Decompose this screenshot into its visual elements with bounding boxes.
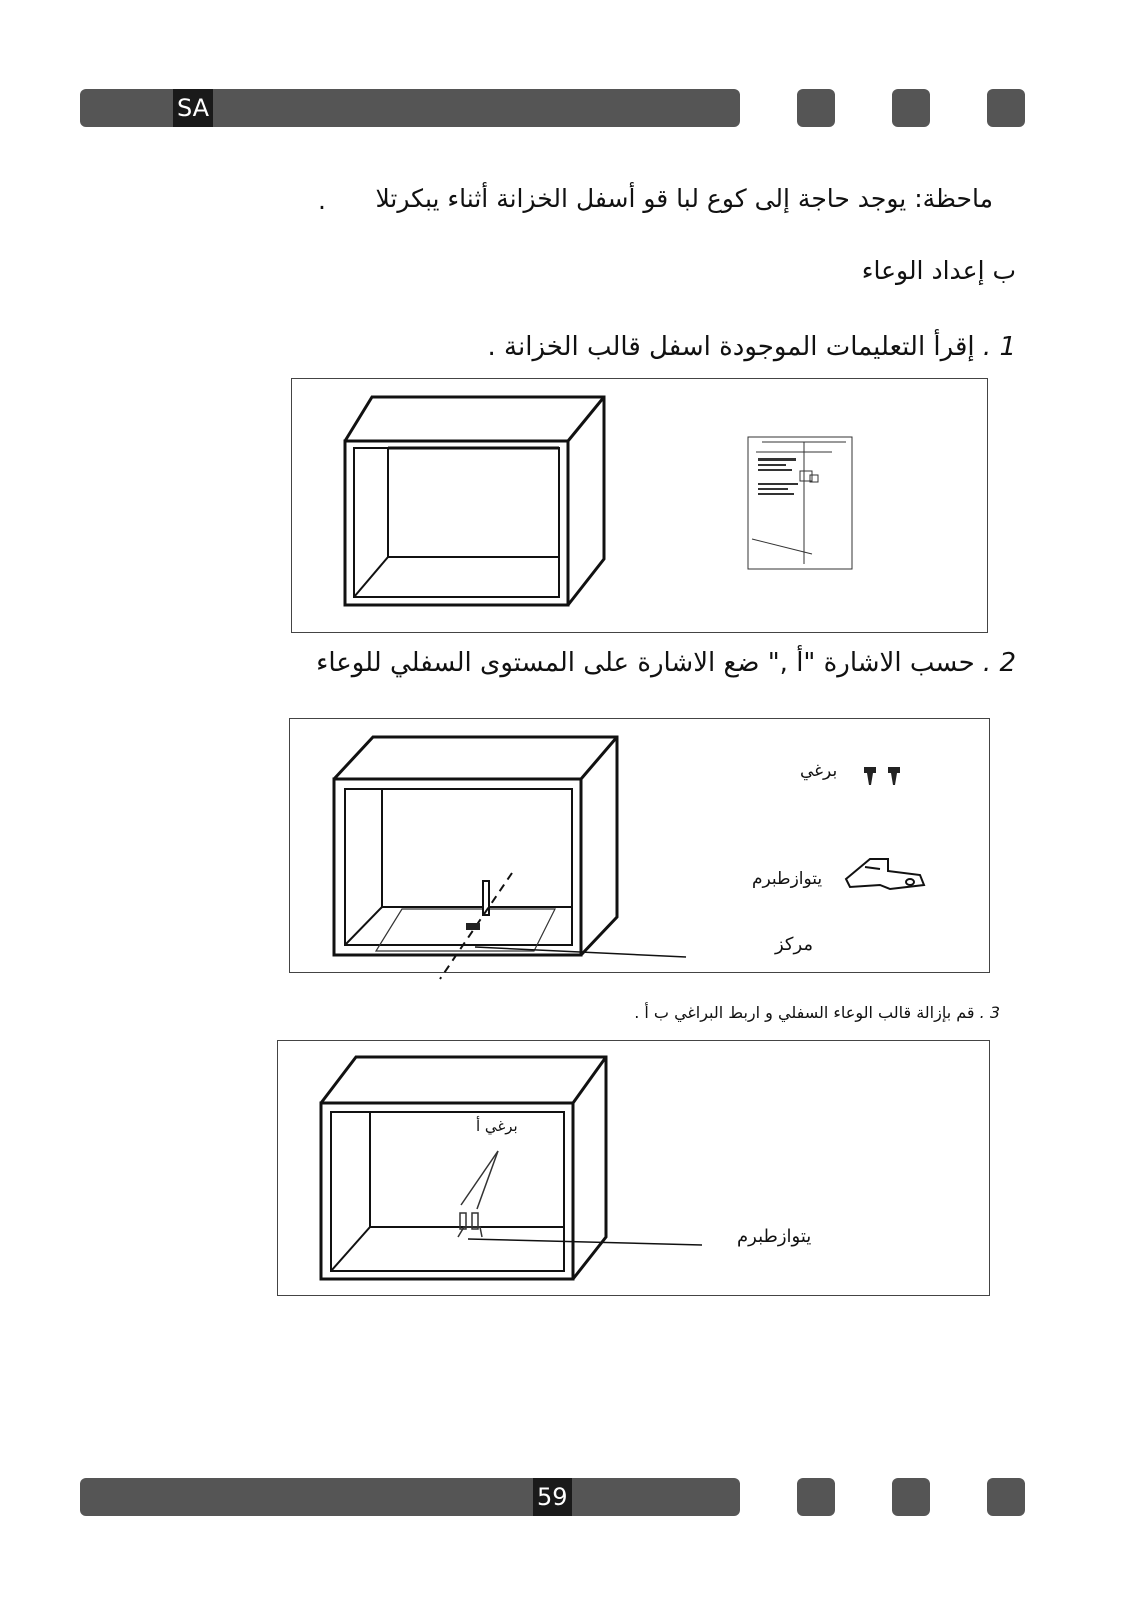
note-text: ماحظة: يوجد حاجة إلى كوع لبا قو أسفل الخزانة أثناء يبكرتلا — [375, 184, 993, 213]
center-label: مركز — [775, 934, 814, 955]
footer-square-1 — [797, 1478, 835, 1516]
note-period: . — [318, 186, 326, 215]
cabinet-screws-illustration — [278, 1041, 989, 1295]
cabinet-template-illustration — [292, 379, 987, 632]
step-3: 3 . قم بإزالة قالب الوعاء السفلي و اربط البراغي ب أ . — [634, 1003, 1000, 1022]
header-square-2 — [892, 89, 930, 127]
footer-square-2 — [892, 1478, 930, 1516]
step-2: 2 . حسب الاشارة "أ ," ضع الاشارة على المستوى السفلي للوعاء — [316, 648, 1016, 678]
step-1: 1 . إقرأ التعليمات الموجودة اسفل قالب الخزانة . — [487, 332, 1016, 362]
footer-bar — [80, 1478, 740, 1516]
header-square-3 — [987, 89, 1025, 127]
screw-label: برغي — [800, 761, 838, 781]
bracket-label: يتوازطبرم — [752, 869, 823, 889]
section-heading: ب إعداد الوعاء — [861, 256, 1016, 285]
figure-2 — [289, 718, 990, 973]
language-tag: SA — [173, 89, 213, 127]
bracket-label: يتوازطبرم — [737, 1226, 812, 1247]
footer-square-3 — [987, 1478, 1025, 1516]
header-square-1 — [797, 89, 835, 127]
figure-3 — [277, 1040, 990, 1296]
screw-a-label: برغي أ — [476, 1117, 518, 1135]
cabinet-marking-illustration — [290, 719, 989, 989]
page-number: 59 — [533, 1478, 572, 1516]
figure-1 — [291, 378, 988, 633]
